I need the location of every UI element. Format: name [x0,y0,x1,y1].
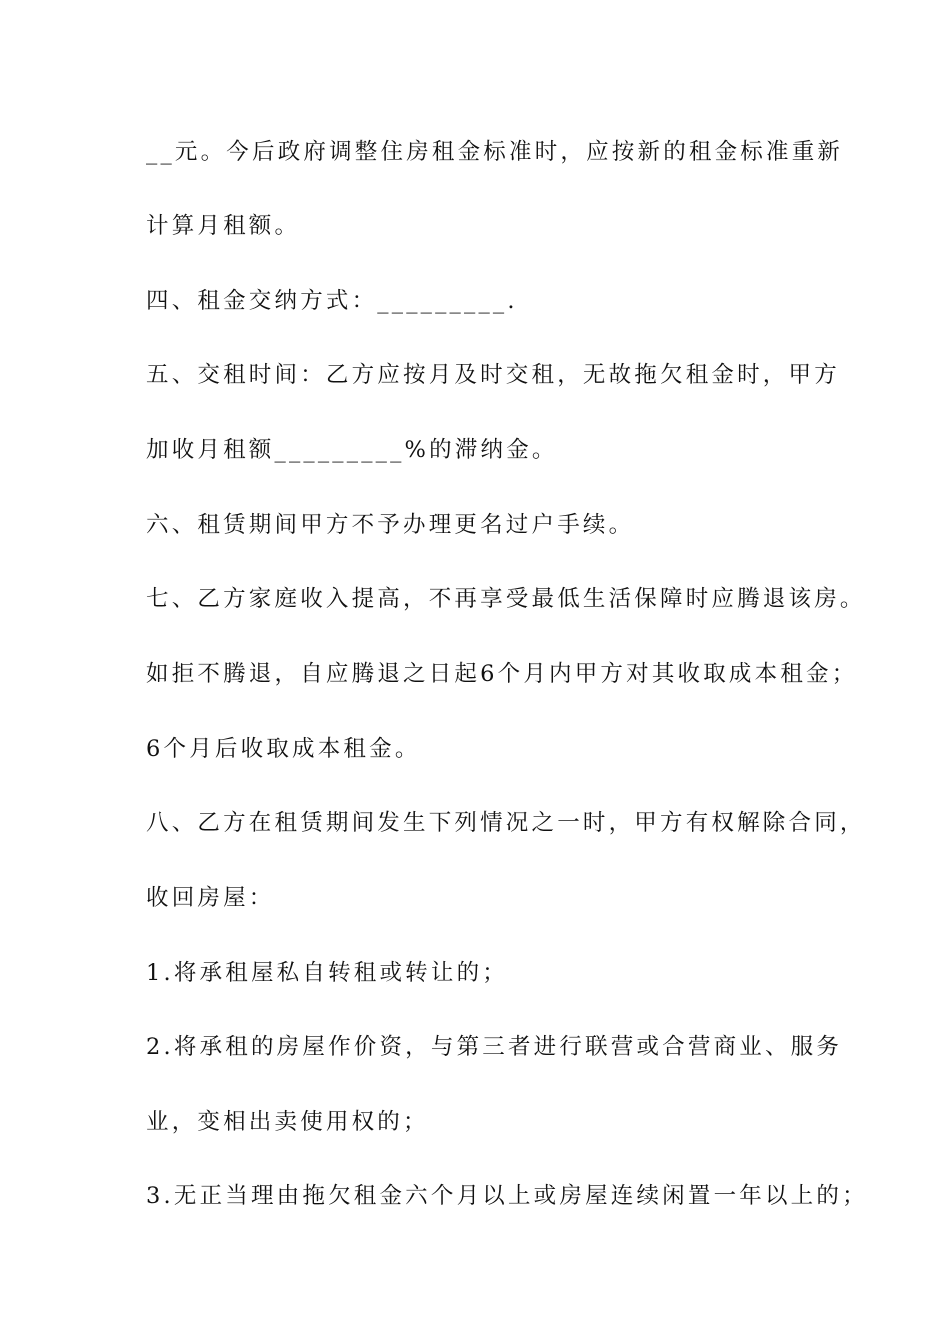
text-line: 收回房屋： [146,885,275,911]
text-line: 2.将承租的房屋作价资，与第三者进行联营或合营商业、服务 [146,1034,843,1060]
text-line: 加收月租额_________%的滞纳金。 [146,437,558,463]
text-line: 3.无正当理由拖欠租金六个月以上或房屋连续闲置一年以上的； [146,1183,868,1209]
text-line: __元。今后政府调整住房租金标准时，应按新的租金标准重新 [146,139,844,165]
text-line: 六、租赁期间甲方不予办理更名过户手续。 [146,512,635,538]
text-line: 计算月租额。 [146,213,301,239]
text-line: 6个月后收取成本租金。 [146,736,421,762]
text-line: 业，变相出卖使用权的； [146,1109,429,1135]
text-line: 1.将承租屋私自转租或转让的； [146,960,508,986]
text-line: 七、乙方家庭收入提高，不再享受最低生活保障时应腾退该房。 [146,586,866,612]
text-line: 如拒不腾退，自应腾退之日起6个月内甲方对其收取成本租金； [146,661,858,687]
text-line: 四、租金交纳方式：_________. [146,288,518,314]
text-line: 五、交租时间：乙方应按月及时交租，无故拖欠租金时，甲方 [146,362,840,388]
text-line: 八、乙方在租赁期间发生下列情况之一时，甲方有权解除合同， [146,810,866,836]
